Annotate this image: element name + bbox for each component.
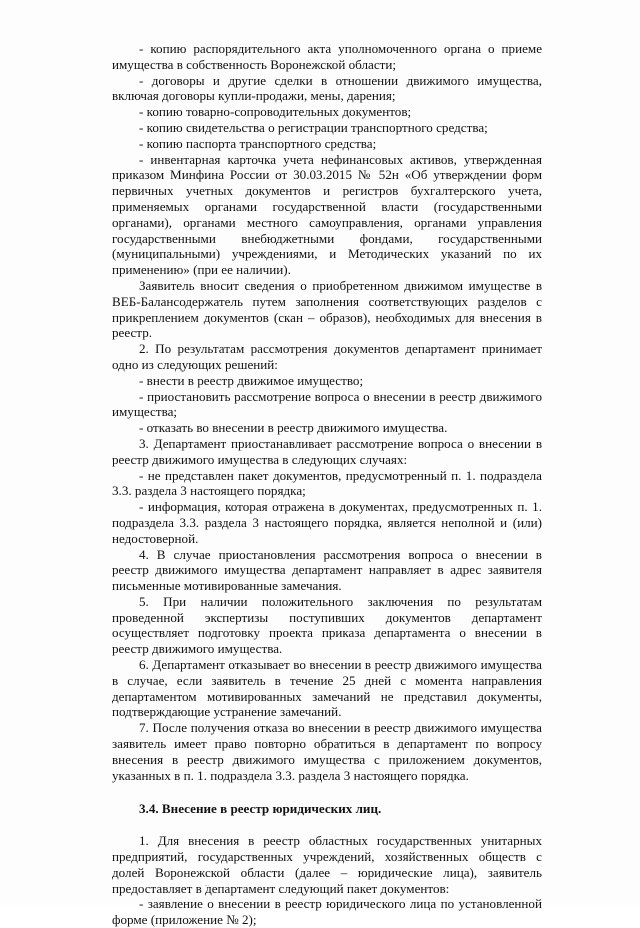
document-body bbox=[112, 41, 542, 928]
paragraph: 3. Департамент приостанавливает рассмотрение вопроса о внесении в реестр движимого имущества в следующих случаях: bbox=[112, 435, 542, 467]
list-item: - внести в реестр движимое имущество; bbox=[139, 372, 364, 388]
paragraph: 4. В случае приостановления рассмотрения вопроса о внесении в реестр движимого имущества департамент направляет в адрес заявителя письменные мотивированные замечания. bbox=[112, 546, 542, 594]
list-item: - копию распорядительного акта уполномоченного органа о приеме имущества в собственность Воронежской области; bbox=[112, 41, 542, 72]
list-item: - информация, которая отражена в документах, предусмотренных п. 1. подраздела 3.3. раздела 3 настоящего порядка, является неполной и (или) недостоверной. bbox=[112, 499, 542, 546]
list-item: - приостановить рассмотрение вопроса о внесении в реестр движимого имущества; bbox=[112, 388, 542, 420]
list-item: - копию товарно-сопроводительных документов; bbox=[139, 104, 412, 120]
paragraph: 5. При наличии положительного заключения по результатам проведенной экспертизы поступивших документов департамент осуществляет подготовку проекта приказа департамента о внесении в реестр движимого имущества. bbox=[112, 593, 542, 657]
paragraph: 7. После получения отказа во внесении в реестр движимого имущества заявитель имеет право повторно обратиться в департамент по вопросу внесения в реестр движимого имущества с приложением документов, указанных в п. 1. подраздела 3.3. раздела 3 настоящего порядка. bbox=[112, 720, 542, 783]
paragraph: Заявитель вносит сведения о приобретенном движимом имуществе в ВЕБ-Балансодержатель путем заполнения соответствующих разделов с прикреплением документов (скан – образов), необходимых для внесения в реестр. bbox=[112, 277, 542, 341]
paragraph: 2. По результатам рассмотрения документов департамент принимает одно из следующих решений: bbox=[112, 341, 542, 372]
list-item: - копию паспорта транспортного средства; bbox=[139, 135, 377, 151]
list-item: - договоры и другие сделки в отношении движимого имущества, включая договоры купли-продажи, мены, дарения; bbox=[112, 72, 542, 104]
list-item: - не представлен пакет документов, предусмотренный п. 1. подраздела 3.3. раздела 3 настоящего порядка; bbox=[112, 467, 542, 499]
paragraph: 6. Департамент отказывает во внесении в реестр движимого имущества в случае, если заявитель в течение 25 дней с момента направления департаментом мотивированных замечаний не представил документы, подтверждающие устранение замечаний. bbox=[112, 657, 542, 720]
list-item: - заявление о внесении в реестр юридического лица по установленной форме (приложение № 2); bbox=[112, 896, 542, 928]
list-item: - отказать во внесении в реестр движимого имущества. bbox=[139, 420, 448, 436]
scan-speck bbox=[205, 885, 209, 887]
section-heading: 3.4. Внесение в реестр юридических лиц. bbox=[139, 801, 382, 817]
list-item: - инвентарная карточка учета нефинансовых активов, утвержденная приказом Минфина России от 30.03.2015 № 52н «Об утверждении форм первичных учетных документов и регистров бухгалтерского учета, применяемых органами государственной власти (государственными органами), органами местного самоуправления, органами управления государственными внебюджетными фондами, государственными (муниципальными) учреждениями, и Методических указаний по их применению» (при ее наличии). bbox=[112, 151, 542, 278]
list-item: - копию свидетельства о регистрации транспортного средства; bbox=[139, 119, 488, 135]
paragraph: 1. Для внесения в реестр областных государственных унитарных предприятий, государственных учреждений, хозяйственных обществ с долей Воронежской области (далее – юридические лица), заявитель предоставляет в департамент следующий пакет документов: bbox=[112, 833, 542, 896]
